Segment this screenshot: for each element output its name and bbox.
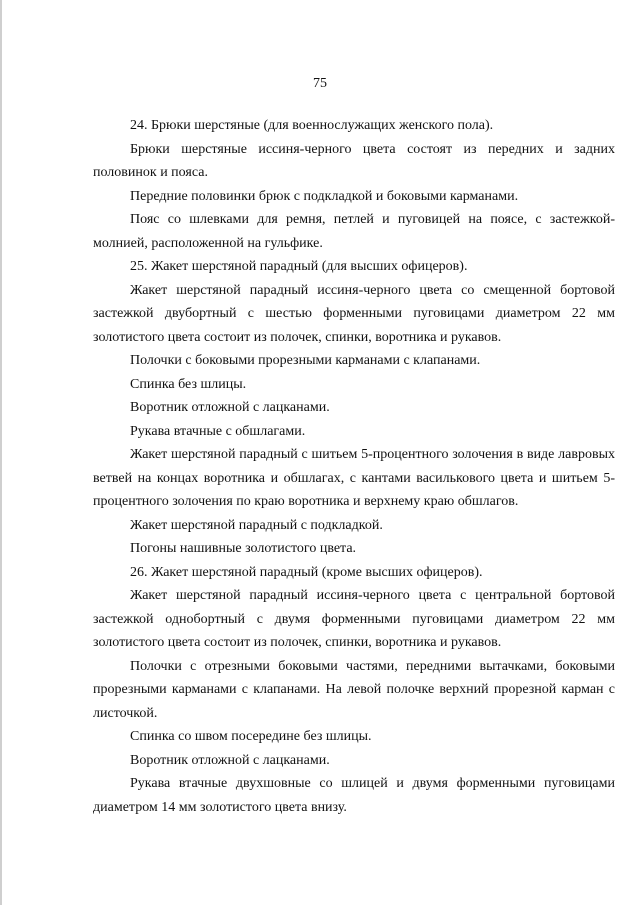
page-number: 75	[313, 76, 327, 91]
document-body	[93, 114, 615, 819]
paragraph: Передние половинки брюк с подкладкой и боковыми карманами.	[130, 188, 519, 204]
paragraph: Жакет шерстяной парадный иссиня-черного цвета с центральной бортовой застежкой однобортный с двумя форменными пуговицами диаметром 22 мм золотистого цвета состоит из полочек, спинки, воротника и рукавов.	[93, 588, 615, 650]
paragraph: Полочки с боковыми прорезными карманами с клапанами.	[130, 353, 481, 368]
paragraph: Рукава втачные с обшлагами.	[130, 423, 306, 439]
page-edge-shadow	[0, 0, 2, 905]
paragraph: Брюки шерстяные иссиня-черного цвета состоят из передних и задних половинок и пояса.	[93, 141, 615, 180]
paragraph: Воротник отложной с лацканами.	[130, 400, 330, 415]
paragraph: 25. Жакет шерстяной парадный (для высших офицеров).	[130, 259, 468, 274]
paragraph: Спинка со швом посередине без шлицы.	[130, 729, 372, 744]
paragraph: 24. Брюки шерстяные (для военнослужащих женского пола).	[130, 118, 494, 133]
paragraph: Воротник отложной с лацканами.	[130, 752, 330, 768]
paragraph: Жакет шерстяной парадный иссиня-черного цвета со смещенной бортовой застежкой двубортный с шестью форменными пуговицами диаметром 22 мм золотистого цвета состоит из полочек, спинки, воротника и рукавов.	[93, 282, 615, 345]
paragraph: 26. Жакет шерстяной парадный (кроме высших офицеров).	[130, 564, 483, 580]
paragraph: Полочки с отрезными боковыми частями, передними вытачками, боковыми прорезными карманами с клапанами. На левой полочке верхний прорезной карман с листочкой.	[93, 658, 615, 721]
paragraph: Жакет шерстяной парадный с подкладкой.	[130, 517, 383, 533]
paragraph: Спинка без шлицы.	[130, 376, 247, 392]
paragraph: Рукава втачные двухшовные со шлицей и двумя форменными пуговицами диаметром 14 мм золотистого цвета внизу.	[93, 776, 615, 815]
paragraph: Погоны нашивные золотистого цвета.	[130, 541, 357, 556]
paragraph: Жакет шерстяной парадный с шитьем 5-процентного золочения в виде лавровых ветвей на концах воротника и обшлагах, с кантами василькового цвета и шитьем 5-процентного золочения по краю воротника и верхнему краю обшлагов.	[93, 447, 615, 509]
paragraph: Пояс со шлевками для ремня, петлей и пуговицей на поясе, с застежкой-молнией, расположенной на гульфике.	[93, 212, 615, 251]
